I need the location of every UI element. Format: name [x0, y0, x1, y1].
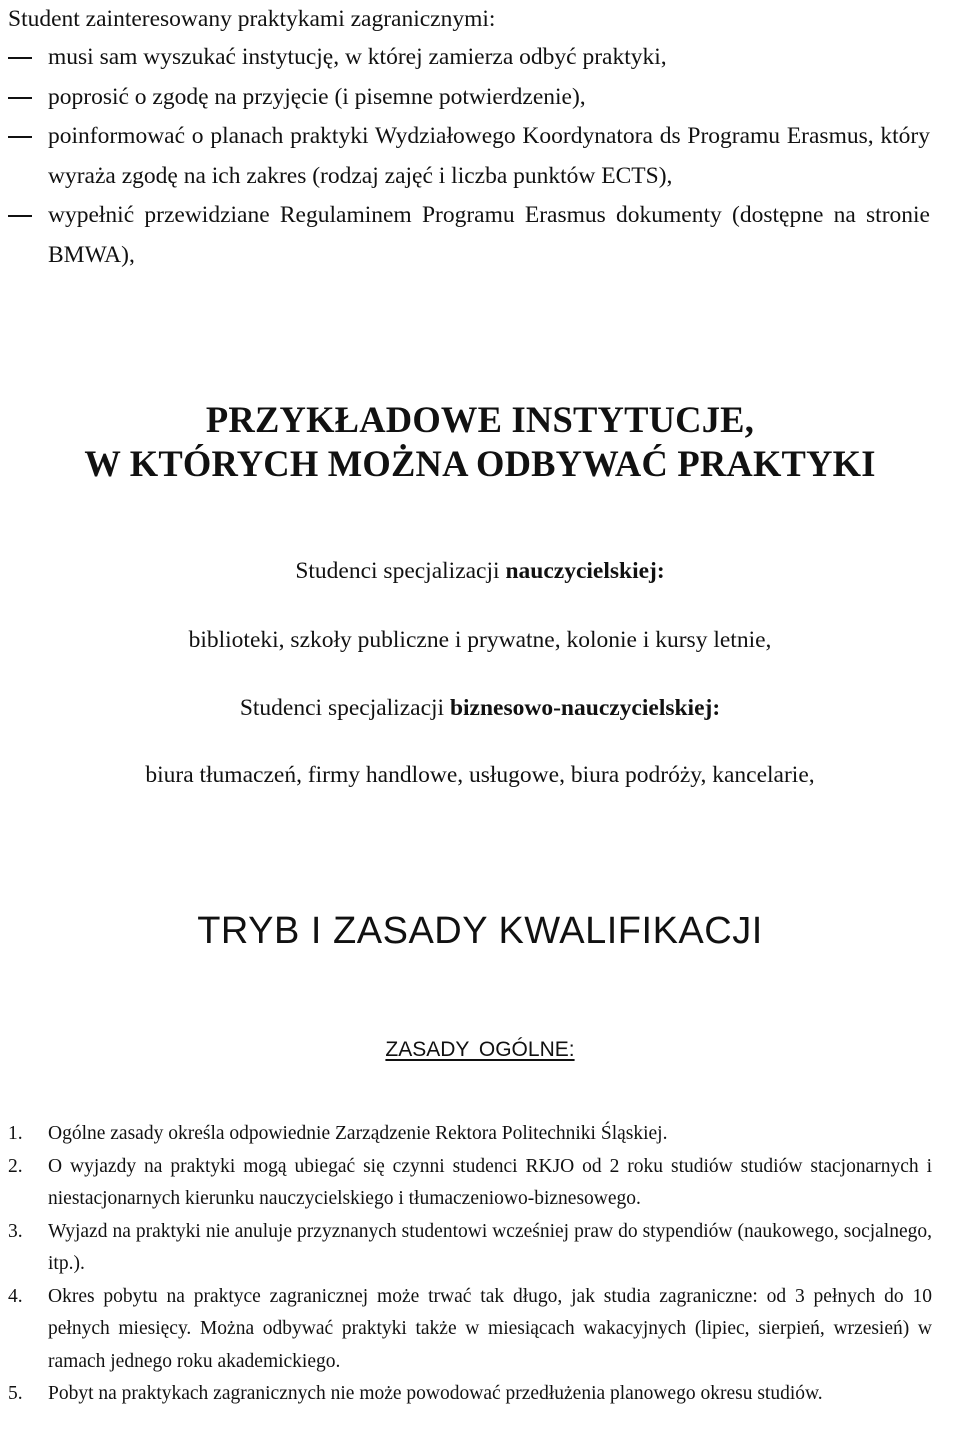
list-item — [0, 117, 960, 196]
list-item-text: musi sam wyszukać instytucję, w której zamierza odbyć praktyki, — [48, 44, 667, 70]
list-item-text: poinformować o planach praktyki Wydziałowego Koordynatora ds Programu Erasmus, który wyraża zgodę na ich zakres (rodzaj zajęć i liczba punktów ECTS), — [48, 123, 930, 189]
business-spec-name: biznesowo-nauczycielskiej: — [449, 695, 721, 721]
list-item — [0, 1118, 960, 1151]
teacher-spec-name: nauczycielskiej: — [505, 558, 665, 584]
list-item-text: Ogólne zasady określa odpowiednie Zarządzenie Rektora Politechniki Śląskiej. — [48, 1123, 668, 1144]
list-item-text: wypełnić przewidziane Regulaminem Programu Erasmus dokumenty (dostępne na stronie BMWA), — [48, 202, 930, 268]
business-spec-label: Studenci specjalizacji — [239, 695, 450, 721]
list-item-text: poprosić o zgodę na przyjęcie (i pisemne potwierdzenie), — [48, 83, 586, 110]
institutions-heading-line2: W KTÓRYCH MOŻNA ODBYWAĆ PRAKTYKI — [84, 443, 876, 484]
institutions-heading-line1: PRZYKŁADOWE INSTYTUCJE, — [205, 399, 755, 440]
list-item — [0, 78, 960, 118]
institutions-heading — [0, 398, 960, 486]
list-item — [0, 38, 960, 78]
rules-list — [0, 1118, 960, 1411]
list-item-text: Pobyt na praktykach zagranicznych nie może powodować przedłużenia planowego okresu studiów. — [48, 1383, 823, 1404]
teacher-places: biblioteki, szkoły publiczne i prywatne, kolonie i kursy letnie, — [188, 627, 772, 653]
list-item-text: Okres pobytu na praktyce zagranicznej może trwać tak długo, jak studia zagraniczne: od 3 pełnych do 10 pełnych miesięcy. Można odbywać praktyki także w miesiącach wakacyjnych (lipiec, sierpień, wrzesień) w ramach jednego roku akademickiego. — [48, 1285, 932, 1372]
list-item-number: 4. — [8, 1285, 23, 1307]
list-item-text: O wyjazdy na praktyki mogą ubiegać się czynni studenci RKJO od 2 roku studiów studiów stacjonarnych i niestacjonarnych kierunku nauczycielskiego i tłumaczeniowo-biznesowego. — [48, 1155, 932, 1209]
list-item-number: 3. — [8, 1220, 23, 1242]
business-places: biura tłumaczeń, firmy handlowe, usługowe, biura podróży, kancelarie, — [145, 762, 815, 788]
teacher-spec-line — [0, 555, 960, 587]
list-item-text: Wyjazd na praktyki nie anuluje przyznanych studentowi wcześniej praw do stypendiów (naukowego, socjalnego, itp.). — [48, 1220, 932, 1274]
general-rules-subheading: ZASADY OGÓLNE: — [385, 1038, 575, 1061]
list-item-number: 5. — [8, 1383, 23, 1404]
requirements-list — [0, 38, 960, 275]
list-item — [0, 1378, 960, 1411]
qualification-heading: TRYB I ZASADY KWALIFIKACJI — [197, 910, 763, 952]
intro-title: Student zainteresowany praktykami zagranicznymi: — [8, 6, 496, 32]
business-spec-line — [0, 692, 960, 724]
list-item — [0, 1151, 960, 1216]
list-item — [0, 1281, 960, 1379]
list-item-number: 2. — [8, 1155, 23, 1177]
list-item-number: 1. — [8, 1123, 23, 1144]
list-item — [0, 1216, 960, 1281]
list-item — [0, 196, 960, 275]
teacher-spec-label: Studenci specjalizacji — [295, 558, 506, 584]
